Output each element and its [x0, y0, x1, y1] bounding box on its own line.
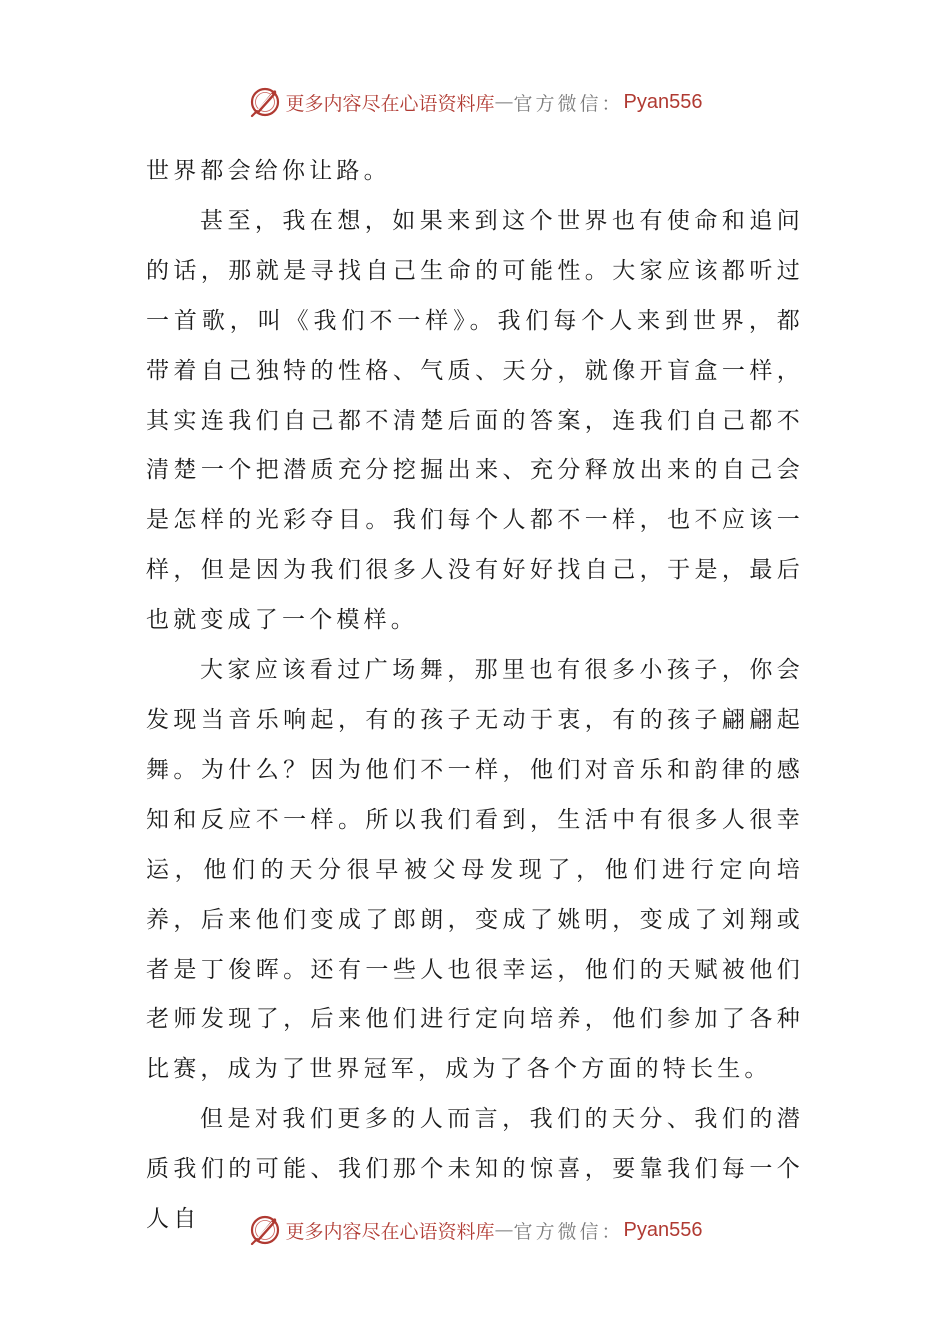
header-wechat-id: Pyan556 [623, 90, 703, 113]
paragraph-continuation: 世界都会给你让路。 [146, 158, 391, 184]
header-banner [0, 82, 950, 122]
paragraph-square-dance: 大家应该看过广场舞，那里也有很多小孩子，你会发现当音乐响起，有的孩子无动于衷，有的孩子翩翩起舞。为什么？因为他们不一样，他们对音乐和韵律的感知和反应不一样。所以我们看到，生活中有很多人很幸运，他们的天分很早被父母发现了，他们进行定向培养，后来他们变成了郎朗，变成了姚明，变成了刘翔或者是丁俊晖。还有一些人也很幸运，他们的天赋被他们老师发现了，后来他们进行定向培养，他们参加了各种比赛，成为了世界冠军，成为了各个方面的特长生。 [146, 657, 804, 1083]
header-separator: — [494, 91, 514, 113]
header-site-name: 更多内容尽在心语资料库 [285, 92, 495, 115]
footer-site-name: 更多内容尽在心语资料库 [285, 1220, 495, 1243]
header-official-label: 官方微信： [513, 92, 624, 115]
paragraph-life-possibility: 甚至，我在想，如果来到这个世界也有使命和追问的话，那就是寻找自己生命的可能性。大家应该都听过一首歌，叫《我们不一样》。我们每个人来到世界，都带着自己独特的性格、气质、天分，就像开盲盒一样，其实连我们自己都不清楚后面的答案，连我们自己都不清楚一个把潜质充分挖掘出来、充分释放出来的自己会是怎样的光彩夺目。我们每个人都不一样，也不应该一样，但是因为我们很多人没有好好找自己，于是，最后也就变成了一个模样。 [146, 207, 804, 634]
footer-separator: — [494, 1219, 514, 1241]
footer-banner [0, 1210, 950, 1250]
quill-pen-logo-icon [248, 85, 282, 119]
document-body [146, 147, 804, 1245]
footer-wechat-id: Pyan556 [623, 1218, 703, 1241]
footer-official-label: 官方微信： [513, 1220, 624, 1243]
quill-pen-logo-icon [248, 1213, 282, 1247]
paragraph-most-people: 但是对我们更多的人而言，我们的天分、我们的潜质我们的可能、我们那个未知的惊喜，要靠我们每一个人自 [146, 1106, 804, 1233]
